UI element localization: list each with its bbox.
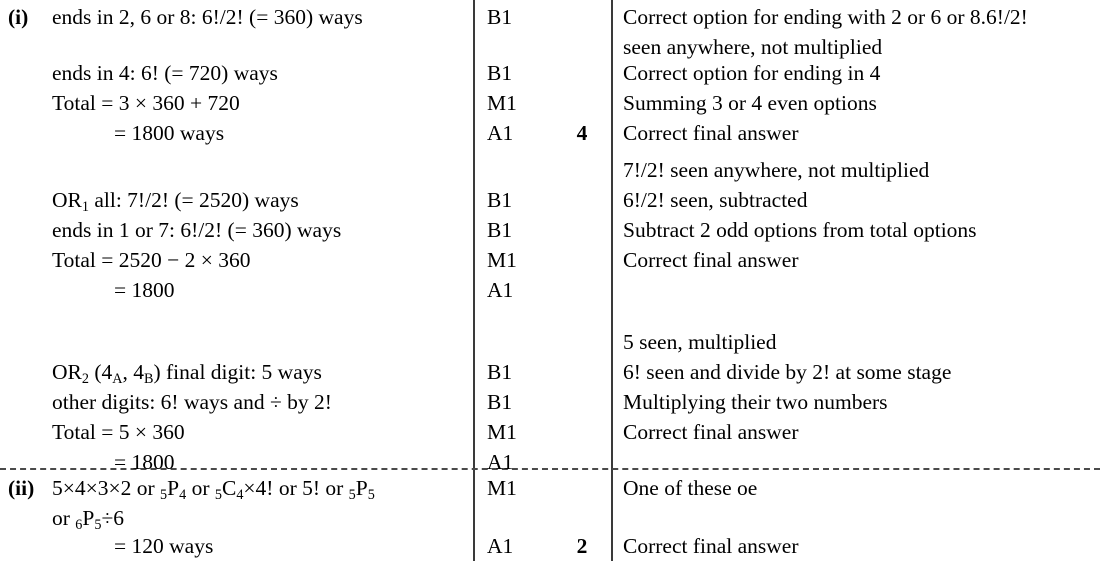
note-i-or2-1: 5 seen, multiplied	[623, 330, 777, 354]
or1-line1-rest: all: 7!/2! (= 2520) ways	[88, 188, 299, 212]
working-ii-line2	[52, 503, 467, 533]
mark-i-or2-b1-b: B1	[487, 390, 513, 414]
note-i-b1-main-line1: Correct option for ending with 2 or 6 or 8.6!/2!	[623, 5, 1028, 29]
mark-i-or1-m1: M1	[487, 248, 517, 272]
mark-i-m1-total: M1	[487, 91, 517, 115]
or2-bracket-close: ) final digit: 5 ways	[153, 360, 322, 384]
working-i-or1-line1	[52, 185, 467, 215]
p65-presubscript: 6	[75, 516, 83, 533]
mark-i-or2-b1-a: B1	[487, 360, 513, 384]
working-i-ends-in-4: ends in 4: 6! (= 720) ways	[52, 61, 278, 85]
note-i-or1-4: Correct final answer	[623, 248, 799, 272]
working-i-or2-line3: Total = 5 × 360	[52, 420, 185, 444]
working-i-or2-line1	[52, 357, 467, 387]
or2-bracket-open: (4	[88, 360, 113, 384]
working-ii-answer: = 120 ways	[114, 534, 214, 558]
mark-ii-m1: M1	[487, 476, 517, 500]
or2-subscript: 2	[81, 370, 89, 387]
note-i-or2-4: Correct final answer	[623, 420, 799, 444]
mark-i-b1-four: B1	[487, 61, 513, 85]
part-label-i: (i)	[8, 5, 29, 29]
note-i-or1-2: 6!/2! seen, subtracted	[623, 188, 808, 212]
c54-presubscript: 5	[214, 486, 222, 503]
total-marks-part-i: 4	[576, 121, 588, 145]
note-i-a1-answer: Correct final answer	[623, 121, 799, 145]
note-i-b1-main-line2: seen anywhere, not multiplied	[623, 35, 883, 59]
working-i-or2-line4: = 1800	[114, 450, 175, 474]
note-ii-a1: Correct final answer	[623, 534, 799, 558]
notes-column-divider	[611, 0, 613, 561]
note-i-or1-3: Subtract 2 odd options from total options	[623, 218, 977, 242]
working-i-total: Total = 3 × 360 + 720	[52, 91, 240, 115]
note-i-m1-total: Summing 3 or 4 even options	[623, 91, 877, 115]
ii-line2-suffix: ÷6	[101, 506, 125, 530]
working-ii-line1	[52, 473, 482, 503]
c54-subscript: 4	[236, 486, 244, 503]
working-i-or1-line4: = 1800	[114, 278, 175, 302]
working-i-or1-line3: Total = 2520 − 2 × 360	[52, 248, 251, 272]
or1-subscript: 1	[81, 198, 89, 215]
note-i-b1-four: Correct option for ending in 4	[623, 61, 881, 85]
ii-expr-b: or	[186, 476, 215, 500]
mark-i-or1-b1-b: B1	[487, 218, 513, 242]
ii-expr-c: ×4! or 5! or	[243, 476, 349, 500]
note-i-or1-1: 7!/2! seen anywhere, not multiplied	[623, 158, 930, 182]
mark-i-or2-a1: A1	[487, 450, 514, 474]
working-i-answer: = 1800 ways	[114, 121, 225, 145]
c54-letter: C	[221, 476, 237, 500]
mark-i-a1-answer: A1	[487, 121, 514, 145]
p55-presubscript: 5	[348, 486, 356, 503]
p54-presubscript: 5	[160, 486, 168, 503]
or2-sub-a: A	[112, 370, 123, 387]
mark-i-or1-b1-a: B1	[487, 188, 513, 212]
ii-expr-a: 5×4×3×2 or	[52, 476, 161, 500]
p55-letter: P	[355, 476, 368, 500]
mark-i-or2-m1: M1	[487, 420, 517, 444]
working-i-main-line1: ends in 2, 6 or 8: 6!/2! (= 360) ways	[52, 5, 363, 29]
or2-bracket-mid: , 4	[122, 360, 145, 384]
mark-i-b1-main: B1	[487, 5, 513, 29]
or2-prefix: OR	[52, 360, 82, 384]
working-i-or2-line2: other digits: 6! ways and ÷ by 2!	[52, 390, 332, 414]
note-ii-m1: One of these oe	[623, 476, 758, 500]
note-i-or2-2: 6! seen and divide by 2! at some stage	[623, 360, 952, 384]
total-marks-part-ii: 2	[576, 534, 588, 558]
or1-prefix: OR	[52, 188, 82, 212]
p54-letter: P	[167, 476, 180, 500]
mark-i-or1-a1: A1	[487, 278, 514, 302]
part-label-ii: (ii)	[8, 476, 35, 500]
ii-line2-prefix: or	[52, 506, 76, 530]
p54-subscript: 4	[179, 486, 187, 503]
or2-sub-b: B	[144, 370, 154, 387]
working-i-or1-line2: ends in 1 or 7: 6!/2! (= 360) ways	[52, 218, 342, 242]
p65-letter: P	[82, 506, 95, 530]
note-i-or2-3: Multiplying their two numbers	[623, 390, 888, 414]
mark-ii-a1: A1	[487, 534, 514, 558]
p55-subscript: 5	[367, 486, 375, 503]
p65-subscript: 5	[94, 516, 102, 533]
